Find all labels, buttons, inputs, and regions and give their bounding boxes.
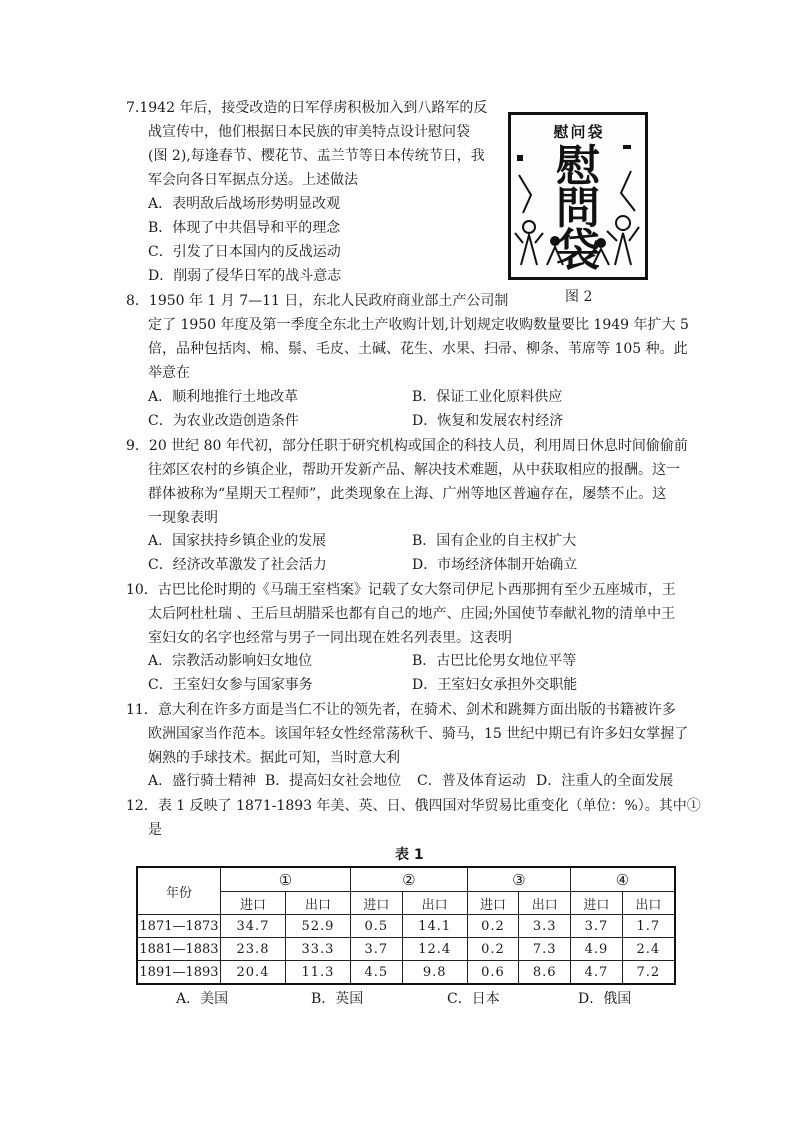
q7-line-2: 战宣传中，他们根据日本民族的审美特点设计慰问袋 (148, 124, 470, 140)
table-cell: 20.4 (221, 961, 286, 985)
q10-line-1: 10．古巴比伦时期的《马瑞王室档案》记载了女大祭司伊尼卜西那拥有至少五座城市，王 (126, 582, 676, 598)
table-cell: 0.2 (467, 915, 519, 938)
q8-option-b[interactable]: B．保证工业化原料供应 (412, 389, 563, 405)
q10-option-a[interactable]: A．宗教活动影响妇女地位 (148, 653, 313, 669)
table-cell: 11.3 (285, 961, 350, 985)
table-cell: 1.7 (622, 915, 675, 938)
q12-line-1: 12．表 1 反映了 1871-1893 年美、英、日、俄四国对华贸易比重变化（单位：%）。其中① (126, 798, 701, 814)
export-header: 出口 (402, 892, 467, 915)
comfort-bag-poster (508, 112, 648, 280)
table-cell: 0.5 (350, 915, 402, 938)
q9-line-4: 一现象表明 (148, 510, 218, 526)
q8-option-a[interactable]: A．顺利地推行土地改革 (148, 389, 299, 405)
country-header-4: ④ (571, 867, 675, 892)
q9-line-3: 群体被称为“星期天工程师”，此类现象在上海、广州等地区普遍存在，屡禁不止。这 (148, 486, 667, 502)
q7-line-1: 7.1942 年后，接受改造的日军俘虏积极加入到八路军的反 (126, 100, 488, 116)
q8-line-4: 举意在 (148, 365, 190, 381)
export-header: 出口 (285, 892, 350, 915)
q8-option-d[interactable]: D．恢复和发展农村经济 (412, 413, 564, 429)
table-row (137, 915, 675, 938)
row-year: 1891—1893 (137, 961, 221, 985)
table-cell: 12.4 (402, 938, 467, 961)
q12-line-2: 是 (148, 822, 162, 838)
table-cell: 3.7 (350, 938, 402, 961)
import-header: 进口 (350, 892, 402, 915)
q11-line-2: 欧洲国家当作范本。该国年轻女性经常荡秋千、骑马，15 世纪中期已有许多妇女掌握了 (148, 726, 689, 742)
poster-char-3: 袋 (556, 225, 600, 276)
table-cell: 3.7 (571, 915, 623, 938)
q7-line-3: (图 2),每逢春节、樱花节、盂兰节等日本传统节日，我 (148, 148, 485, 164)
q8-line-2: 定了 1950 年度及第一季度全东北土产收购计划,计划规定收购数量要比 1949 年扩大 5 (148, 317, 689, 333)
table-cell: 2.4 (622, 938, 675, 961)
q9-line-1: 9．20 世纪 80 年代初，部分任职于研究机构或国企的科技人员，利用周日休息时间偷偷前 (126, 438, 688, 454)
q8-line-1: 8．1950 年 1 月 7—11 日，东北人民政府商业部土产公司制 (126, 293, 509, 309)
q10-option-d[interactable]: D．王室妇女承担外交职能 (412, 677, 578, 693)
q10-line-3: 室妇女的名字也经常与男子一同出现在姓名列表里。这表明 (148, 630, 512, 646)
q8-option-c[interactable]: C．为农业改造创造条件 (148, 413, 299, 429)
q10-option-c[interactable]: C．王室妇女参与国家事务 (148, 677, 313, 693)
q11-line-1: 11．意大利在许多方面是当仁不让的领先者，在骑术、剑术和跳舞方面出版的书籍被许多 (126, 702, 676, 718)
figure-2-caption: 图 2 (565, 289, 593, 305)
q11-option-a[interactable]: A．盛行骑士精神 (148, 773, 257, 789)
q12-option-a[interactable]: A．美国 (176, 991, 229, 1007)
q7-option-c[interactable]: C．引发了日本国内的反战运动 (148, 244, 341, 260)
q7-option-d[interactable]: D．削弱了侵华日军的战斗意志 (148, 268, 342, 284)
table-cell: 4.9 (571, 938, 623, 961)
table-row (137, 961, 675, 985)
poster-char-1: 慰 (556, 141, 600, 192)
trade-share-table (136, 866, 676, 985)
table-cell: 3.3 (519, 915, 571, 938)
q9-option-b[interactable]: B．国有企业的自主权扩大 (412, 533, 577, 549)
table-cell: 0.6 (467, 961, 519, 985)
table-1-title: 表 1 (395, 847, 424, 863)
country-header-1: ① (221, 867, 351, 892)
poster-top-text: 慰问袋 (553, 123, 605, 141)
table-cell: 34.7 (221, 915, 286, 938)
q9-option-c[interactable]: C．经济改革激发了社会活力 (148, 557, 327, 573)
q10-option-b[interactable]: B．古巴比伦男女地位平等 (412, 653, 577, 669)
table-cell: 9.8 (402, 961, 467, 985)
table-cell: 0.2 (467, 938, 519, 961)
export-header: 出口 (519, 892, 571, 915)
q11-line-3: 娴熟的手球技术。据此可知，当时意大利 (148, 750, 400, 766)
country-header-3: ③ (467, 867, 570, 892)
table-header-row (137, 867, 675, 892)
table-cell: 23.8 (221, 938, 286, 961)
import-header: 进口 (221, 892, 286, 915)
q12-option-c[interactable]: C．日本 (447, 991, 500, 1007)
year-header: 年份 (137, 867, 221, 915)
table-cell: 33.3 (285, 938, 350, 961)
q11-option-b[interactable]: B．提高妇女社会地位 (265, 773, 402, 789)
q11-option-c[interactable]: C．普及体育运动 (417, 773, 526, 789)
export-header: 出口 (622, 892, 675, 915)
row-year: 1871—1873 (137, 915, 221, 938)
table-cell: 7.2 (622, 961, 675, 985)
import-header: 进口 (571, 892, 623, 915)
q7-line-4: 军会向各日军据点分送。上述做法 (148, 172, 358, 188)
table-cell: 7.3 (519, 938, 571, 961)
table-cell: 8.6 (519, 961, 571, 985)
table-cell: 52.9 (285, 915, 350, 938)
table-cell: 4.7 (571, 961, 623, 985)
row-year: 1881—1883 (137, 938, 221, 961)
q10-line-2: 太后阿杜杜瑞 、王后旦胡腊采也都有自己的地产、庄园;外国使节奉献礼物的清单中王 (148, 606, 676, 622)
country-header-2: ② (350, 867, 467, 892)
poster-char-2: 問 (556, 183, 600, 234)
q9-option-d[interactable]: D．市场经济体制开始确立 (412, 557, 578, 573)
q8-line-3: 倍，品种包括肉、棉、鬃、毛皮、土碱、花生、水果、扫帚、柳条、苇席等 105 种。此 (148, 341, 688, 357)
q7-option-b[interactable]: B．体现了中共倡导和平的理念 (148, 220, 341, 236)
q7-option-a[interactable]: A．表明敌后战场形势明显改观 (148, 196, 341, 212)
import-header: 进口 (467, 892, 519, 915)
q11-option-d[interactable]: D．注重人的全面发展 (536, 773, 674, 789)
table-cell: 4.5 (350, 961, 402, 985)
q12-option-b[interactable]: B．英国 (311, 991, 364, 1007)
table-cell: 14.1 (402, 915, 467, 938)
q9-line-2: 往郊区农村的乡镇企业，帮助开发新产品、解决技术难题，从中获取相应的报酬。这一 (148, 462, 680, 478)
table-row (137, 938, 675, 961)
q9-option-a[interactable]: A．国家扶持乡镇企业的发展 (148, 533, 327, 549)
q12-option-d[interactable]: D．俄国 (578, 991, 632, 1007)
